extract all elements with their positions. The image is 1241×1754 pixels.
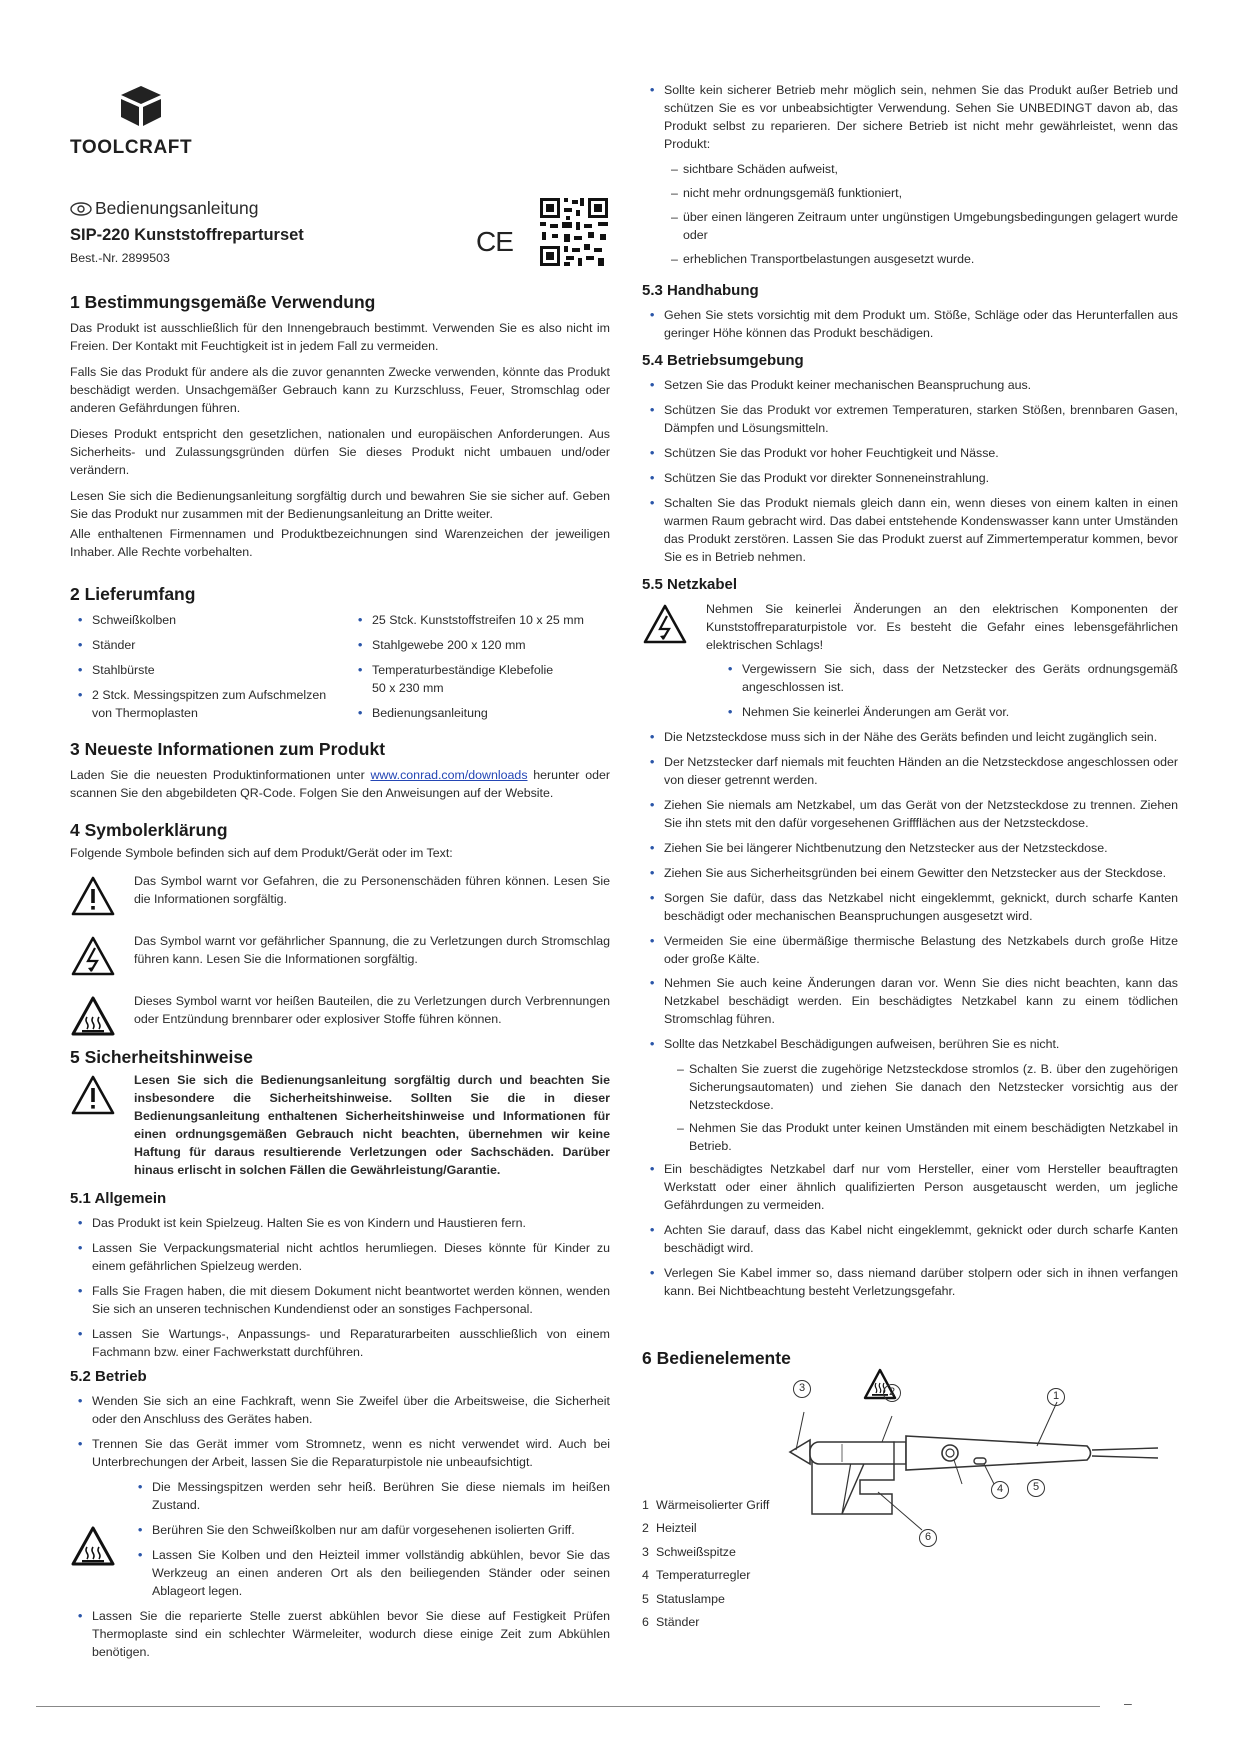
environment-list: [642, 377, 1178, 567]
list-item: • Gehen Sie stets vorsichtig mit dem Produkt um. Stöße, Schläge oder das Herunterfallen aus geringer Höhe können das Produkt beschädigen.: [642, 307, 1178, 343]
section-handling: [642, 280, 1178, 350]
list-item: • Schalten Sie das Produkt niemals gleich dann ein, wenn dieses von einem kalten in einen warmen Raum gebracht wird. Das dabei entstehende Kondenswasser kann unter Umständen das Produkt zerstören. Lassen Sie das Produkt zuerst auf Zimmertemperatur kommen, bevor Sie es in Betrieb nehmen.: [642, 495, 1178, 567]
section-5-1-title: 5.1 Allgemein: [70, 1190, 167, 1207]
section-5-title: 5 Sicherheitshinweise: [70, 1047, 253, 1067]
list-item: • Berühren Sie den Schweißkolben nur am dafür vorgesehenen isolierten Griff.: [130, 1522, 610, 1540]
legend-item: 2 Heizteil: [642, 1521, 697, 1536]
section-operation: [70, 1366, 610, 1669]
cable-list: [642, 729, 1178, 1055]
list-item: • 2 Stck. Messingspitzen zum Aufschmelzen von Thermoplasten: [70, 687, 330, 723]
list-item: • Trennen Sie das Gerät immer vom Stromnetz, wenn es nicht verwendet wird. Auch bei Unterbrechungen der Arbeit, lassen Sie die Reparaturpistole nie unbeaufsichtigt.: [70, 1436, 610, 1472]
section-latest-info: [70, 737, 610, 811]
callout-2: 2: [883, 1384, 901, 1402]
brand-name: TOOLCRAFT: [70, 137, 193, 158]
warning-triangle-icon: [70, 875, 116, 917]
operation-list: [70, 1393, 610, 1472]
list-item: – Schalten Sie zuerst die zugehörige Netzsteckdose stromlos (z. B. über den zugehörigen Sicherungsautomaten) und ziehen Sie danach den Netzstecker vorsichtig aus der Netzsteckdose.: [642, 1061, 1178, 1115]
s1-paragraph-3: Dieses Produkt entspricht den gesetzlichen, nationalen und europäischen Anforderungen. Aus Sicherheits- und Zulassungsgründen dürfen Sie dieses Produkt nicht umbauen und/oder verändern.: [70, 427, 610, 478]
cable-warning-text: Nehmen Sie keinerlei Änderungen an den elektrischen Komponenten der Kunststoffreparaturpistole vor. Es besteht die Gefahr eines lebensgefährlichen elektrischen Schlags!: [706, 601, 1178, 652]
s4-intro: Folgende Symbole befinden sich auf dem Produkt/Gerät oder im Text:: [70, 846, 453, 861]
toolcraft-logo-icon: [115, 84, 167, 128]
list-item: • Schützen Sie das Produkt vor direkter Sonneneinstrahlung.: [642, 470, 1178, 488]
list-item: • Lassen Sie Wartungs-, Anpassungs- und Reparaturarbeiten ausschließlich von einem Fachmann bzw. einer Fachwerkstatt durchführen.: [70, 1326, 610, 1362]
hot-surface-icon: [70, 1525, 116, 1567]
section-environment: [642, 350, 1178, 574]
footer-rule: [36, 1706, 1100, 1707]
symbol-3-text: Dieses Symbol warnt vor heißen Bauteilen, die zu Verletzungen durch Verbrennungen oder Entzündung brennbarer oder explosiver Stoffe führen können.: [134, 994, 610, 1027]
s1-paragraph-2: Falls Sie das Produkt für andere als die zuvor genannten Zwecke verwenden, könnte das Produkt beschädigt werden. Unsachgemäßer Gebrauch kann zu Kurzschluss, Feuer, Stromschlag oder anderen Gefährdungen führen.: [70, 365, 610, 416]
manual-header: [70, 196, 610, 276]
delivery-list-grid: [70, 612, 610, 730]
list-item: – sichtbare Schäden aufweist,: [642, 161, 1178, 179]
section-5-4-title: 5.4 Betriebsumgebung: [642, 352, 804, 369]
list-item: • Sollte das Netzkabel Beschädigungen aufweisen, berühren Sie es nicht.: [642, 1036, 1178, 1054]
section-power-cable: [642, 574, 1178, 1308]
s3-paragraph: [70, 767, 610, 803]
handle: [906, 1436, 1091, 1470]
section-delivery-scope: [70, 582, 610, 730]
operation-list-3: [642, 82, 1178, 154]
list-item: • 25 Stck. Kunststoffstreifen 10 x 25 mm: [350, 612, 610, 630]
list-item: – über einen längeren Zeitraum unter ungünstigen Umgebungsbedingungen gelagert wurde oder: [642, 209, 1178, 245]
symbol-2-text: Das Symbol warnt vor gefährlicher Spannung, die zu Verletzungen durch Stromschlag führen kann. Lesen Sie die Informationen sorgfältig.: [134, 934, 610, 967]
list-item: • Falls Sie Fragen haben, die mit diesem Dokument nicht beantwortet werden können, wenden Sie sich an unseren technischen Kundendienst oder an sonstiges Fachpersonal.: [70, 1283, 610, 1319]
cable-warning-block: [642, 601, 1178, 722]
section-controls: [642, 1346, 1178, 1646]
section-1-title: 1 Bestimmungsgemäße Verwendung: [70, 292, 376, 312]
cable-dash-list: [642, 1061, 1178, 1156]
unsafe-conditions-list: [642, 161, 1178, 269]
hot-warning-block: [70, 1479, 610, 1601]
list-item: • Die Netzsteckdose muss sich in der Nähe des Geräts befinden und leicht zugänglich sein.: [642, 729, 1178, 747]
qr-code-icon: [538, 196, 610, 268]
order-number: Best.-Nr. 2899503: [70, 251, 170, 265]
welding-tip: [790, 1440, 810, 1464]
section-symbols: [70, 818, 610, 1053]
callout-1: 1: [1047, 1388, 1065, 1406]
list-item: • Lassen Sie Kolben und den Heizteil immer vollständig abkühlen, bevor Sie das Werkzeug an einen anderen Ort als den beiliegenden Ständer oder seinen Ablageort legen.: [130, 1547, 610, 1601]
callout-6: 6: [919, 1529, 937, 1547]
cable-list-2: [642, 1161, 1178, 1301]
list-item: • Lassen Sie die reparierte Stelle zuerst abkühlen bevor Sie diese auf Festigkeit Prüfen Thermoplaste sind ein schlechter Wärmeleiter, wodurch diese einige Zeit zum Abkühlen benötigen.: [70, 1608, 610, 1662]
section-5-2-title: 5.2 Betrieb: [70, 1368, 147, 1385]
list-item: – erheblichen Transportbelastungen ausgesetzt wurde.: [642, 251, 1178, 269]
safety-warning-text: Lesen Sie sich die Bedienungsanleitung sorgfältig durch und beachten Sie insbesondere die Sicherheitshinweise. Sollten Sie die in dieser Bedienungsanleitung enthaltenen Sicherheitshinweise und Informationen für einen ordnungsgemäßen Gebrauch nicht beachten, übernehmen wir keine Haftung für daraus resultierende Verletzungen oder Sachschäden. Darüber hinaus erlischt in solchen Fällen die Gewährleistung/Garantie.: [134, 1073, 610, 1178]
legend-item: 5 Statuslampe: [642, 1591, 725, 1606]
list-item: • Wenden Sie sich an eine Fachkraft, wenn Sie Zweifel über die Arbeitsweise, die Sicherheit oder den Anschluss des Gerätes haben.: [70, 1393, 610, 1429]
list-item: • Sollte kein sicherer Betrieb mehr möglich sein, nehmen Sie das Produkt außer Betrieb und schützen Sie es vor unbeabsichtigter Verwendung. Sehen Sie UNBEDINGT davon ab, das Produkt selbst zu reparieren. Der sichere Betrieb ist nicht mehr gewährleistet, wenn das Produkt:: [642, 82, 1178, 154]
list-item: • Vermeiden Sie eine übermäßige thermische Belastung des Netzkabels durch große Hitze oder große Kälte.: [642, 933, 1178, 969]
section-2-title: 2 Lieferumfang: [70, 584, 196, 604]
s1-paragraph-4: Lesen Sie sich die Bedienungsanleitung sorgfältig durch und bewahren Sie sie sicher auf. Geben Sie das Produkt nur zusammen mit der Bedienungsanleitung an Dritte weiter.: [70, 489, 610, 522]
s1-paragraph-5: Alle enthaltenen Firmennamen und Produktbezeichnungen sind Warenzeichen der jeweiligen Inhaber. Alle Rechte vorbehalten.: [70, 527, 610, 560]
delivery-list-right: [350, 612, 610, 730]
legend-item: 3 Schweißspitze: [642, 1544, 736, 1559]
s3-text-before: Laden Sie die neuesten Produktinformationen unter: [70, 768, 371, 783]
callout-3: 3: [793, 1380, 811, 1398]
operation-continued: [642, 82, 1178, 275]
section-4-title: 4 Symbolerklärung: [70, 820, 228, 840]
list-item: • Setzen Sie das Produkt keiner mechanischen Beanspruchung aus.: [642, 377, 1178, 395]
section-5-5-title: 5.5 Netzkabel: [642, 576, 738, 593]
symbol-row-voltage: [70, 933, 610, 983]
list-item: • Stahlbürste: [70, 662, 330, 680]
manual-label-row: [70, 196, 258, 221]
legend-item: 6 Ständer: [642, 1615, 700, 1630]
manual-label: Bedienungsanleitung: [95, 198, 259, 218]
parts-legend: [642, 1494, 769, 1634]
brand-logo: [70, 84, 204, 156]
handling-list: [642, 307, 1178, 343]
legend-item: 4 Temperaturregler: [642, 1568, 751, 1583]
power-cable: [1092, 1448, 1158, 1450]
device-diagram: [782, 1364, 1162, 1564]
list-item: • Ziehen Sie bei längerer Nichtbenutzung den Netzstecker aus der Netzsteckdose.: [642, 840, 1178, 858]
delivery-list-left: [70, 612, 330, 730]
section-5-3-title: 5.3 Handhabung: [642, 282, 759, 299]
list-item: • Achten Sie darauf, dass das Kabel nicht eingeklemmt, geknickt oder durch scharfe Kanten beschädigt wird.: [642, 1222, 1178, 1258]
legend-item: 1 Wärmeisolierter Griff: [642, 1498, 770, 1512]
list-item: • Bedienungsanleitung: [350, 705, 610, 723]
footer-mark: –: [1124, 1695, 1132, 1711]
list-item: • Ziehen Sie niemals am Netzkabel, um das Gerät von der Netzsteckdose zu trennen. Ziehen Sie ihn stets mit den dafür vorgesehenen Griffflächen aus der Netzsteckdose.: [642, 797, 1178, 833]
safety-warning-block: [70, 1072, 610, 1180]
s1-paragraph-1: Das Produkt ist ausschließlich für den Innengebrauch bestimmt. Verwenden Sie es also nicht im Freien. Der Kontakt mit Feuchtigkeit ist in jedem Fall zu vermeiden.: [70, 321, 610, 354]
hot-surface-icon: [70, 995, 116, 1037]
high-voltage-icon: [642, 603, 688, 645]
product-title: SIP-220 Kunststoffreparturset: [70, 226, 304, 244]
callout-4: 4: [991, 1481, 1009, 1499]
list-item: • Schützen Sie das Produkt vor hoher Feuchtigkeit und Nässe.: [642, 445, 1178, 463]
list-item: • Die Messingspitzen werden sehr heiß. Berühren Sie diese niemals im heißen Zustand.: [130, 1479, 610, 1515]
list-item: • Lassen Sie Verpackungsmaterial nicht achtlos herumliegen. Dieses könnte für Kinder zu einem gefährlichen Spielzeug werden.: [70, 1240, 610, 1276]
section-3-title: 3 Neueste Informationen zum Produkt: [70, 739, 386, 759]
heater-part: [810, 1442, 902, 1464]
symbol-row-general: [70, 873, 610, 923]
list-item: • Ständer: [70, 637, 330, 655]
list-item: • Stahlgewebe 200 x 120 mm: [350, 637, 610, 655]
list-item: • Ein beschädigtes Netzkabel darf nur vom Hersteller, einer vom Hersteller beauftragten Werkstatt oder einer ähnlich qualifizierten Person ausgetauscht werden, um jegliche Gefährdungen zu vermeiden.: [642, 1161, 1178, 1215]
section-general: [70, 1188, 610, 1369]
ce-mark: CE: [476, 226, 513, 257]
list-item: • Schweißkolben: [70, 612, 330, 630]
symbol-1-text: Das Symbol warnt vor Gefahren, die zu Personenschäden führen können. Lesen Sie die Informationen sorgfältig.: [134, 874, 610, 907]
list-item: • Schützen Sie das Produkt vor extremen Temperaturen, starken Stößen, brennbaren Gasen, Dämpfen und Lösungsmitteln.: [642, 402, 1178, 438]
list-item: • Sorgen Sie dafür, dass das Netzkabel nicht eingeklemmt, geknickt, durch scharfe Kanten beschädigt oder mechanischen Beanspruchungen ausgesetzt wird.: [642, 890, 1178, 926]
warning-triangle-icon: [70, 1074, 116, 1116]
section-intended-use: [70, 290, 610, 570]
section-6-title: 6 Bedienelemente: [642, 1348, 791, 1368]
list-item: • Verlegen Sie Kabel immer so, dass niemand darüber stolpern oder sich in ihnen verfangen kann. Bei Nichtbeachtung besteht Verletzungsgefahr.: [642, 1265, 1178, 1301]
downloads-link[interactable]: www.conrad.com/downloads: [370, 768, 528, 783]
hot-list: [130, 1479, 610, 1601]
list-item: – nicht mehr ordnungsgemäß funktioniert,: [642, 185, 1178, 203]
list-item: • Nehmen Sie keinerlei Änderungen am Gerät vor.: [720, 704, 1178, 722]
status-lamp: [974, 1458, 986, 1464]
list-item: • Ziehen Sie aus Sicherheitsgründen bei einem Gewitter den Netzstecker aus der Steckdose.: [642, 865, 1178, 883]
list-item: – Nehmen Sie das Produkt unter keinen Umständen mit einem beschädigten Netzkabel in Betrieb.: [642, 1120, 1178, 1156]
s3-text-after: herunter oder scannen Sie den abgebildeten QR-Code. Folgen Sie den Anweisungen auf der Website.: [70, 768, 610, 801]
section-safety: [70, 1045, 610, 1186]
callout-5: 5: [1027, 1479, 1045, 1497]
list-item: • Das Produkt ist kein Spielzeug. Halten Sie es von Kindern und Haustieren fern.: [70, 1215, 610, 1233]
eye-icon: [70, 202, 92, 216]
list-item: • Temperaturbeständige Klebefolie 50 x 230 mm: [350, 662, 562, 698]
list-item: • Vergewissern Sie sich, dass der Netzstecker des Geräts ordnungsgemäß angeschlossen ist.: [720, 661, 1178, 697]
symbol-row-hot: [70, 993, 610, 1043]
cable-sub-list: [706, 661, 1178, 722]
high-voltage-icon: [70, 935, 116, 977]
operation-list-2: [70, 1608, 610, 1662]
general-list: [70, 1215, 610, 1362]
list-item: • Nehmen Sie auch keine Änderungen daran vor. Wenn Sie dies nicht beachten, kann das Netzkabel beschädigt werden. Ein beschädigtes Netzkabel kann zu einem tödlichen Stromschlag führen.: [642, 975, 1178, 1029]
list-item: • Der Netzstecker darf niemals mit feuchten Händen an die Netzsteckdose angeschlossen oder von dieser getrennt werden.: [642, 754, 1178, 790]
